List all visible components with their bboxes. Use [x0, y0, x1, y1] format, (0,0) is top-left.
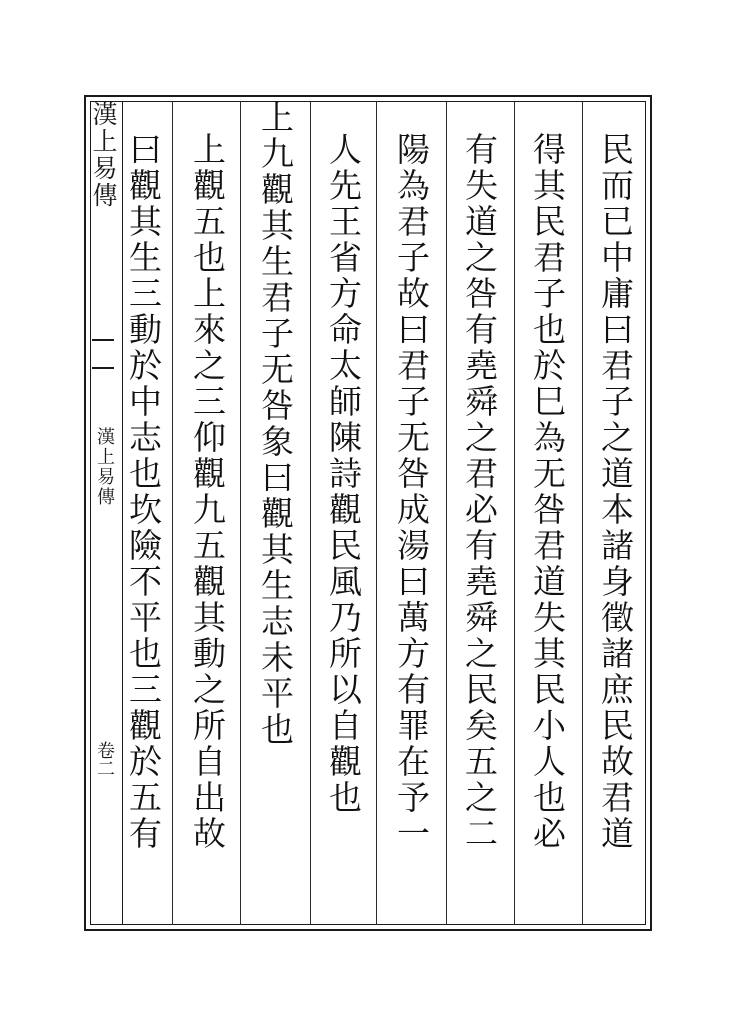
text-column-5: 人先王省方命太師陳詩觀民風乃所以自觀也	[324, 132, 363, 816]
column-divider	[172, 101, 173, 925]
column-divider	[376, 101, 377, 925]
column-divider	[582, 101, 583, 925]
folio-number: 卷二	[94, 741, 115, 777]
text-column-4: 陽為君子故曰君子无咎成湯曰萬方有罪在予一	[392, 132, 431, 852]
text-column-7: 上觀五也上來之三仰觀九五觀其動之所自出故	[188, 132, 227, 852]
text-column-3: 有失道之咎有堯舜之君必有堯舜之民矣五之二	[460, 132, 499, 852]
text-column-8: 曰觀其生三動於中志也坎險不平也三觀於五有	[124, 132, 163, 852]
margin-column	[90, 101, 116, 925]
margin-subtitle: 漢上易傳	[94, 427, 115, 507]
column-divider	[514, 101, 515, 925]
column-divider	[310, 101, 311, 925]
fishtail-mark	[92, 339, 114, 369]
text-column-2: 得其民君子也於巳為无咎君道失其民小人也必	[528, 132, 567, 852]
column-divider	[446, 101, 447, 925]
margin-book-title: 漢上易傳	[89, 101, 118, 209]
column-divider	[240, 101, 241, 925]
text-column-1: 民而已中庸曰君子之道本諸身徵諸庶民故君道	[596, 132, 635, 852]
text-column-6: 上九觀其生君子无咎象曰觀其生志未平也	[256, 100, 295, 748]
